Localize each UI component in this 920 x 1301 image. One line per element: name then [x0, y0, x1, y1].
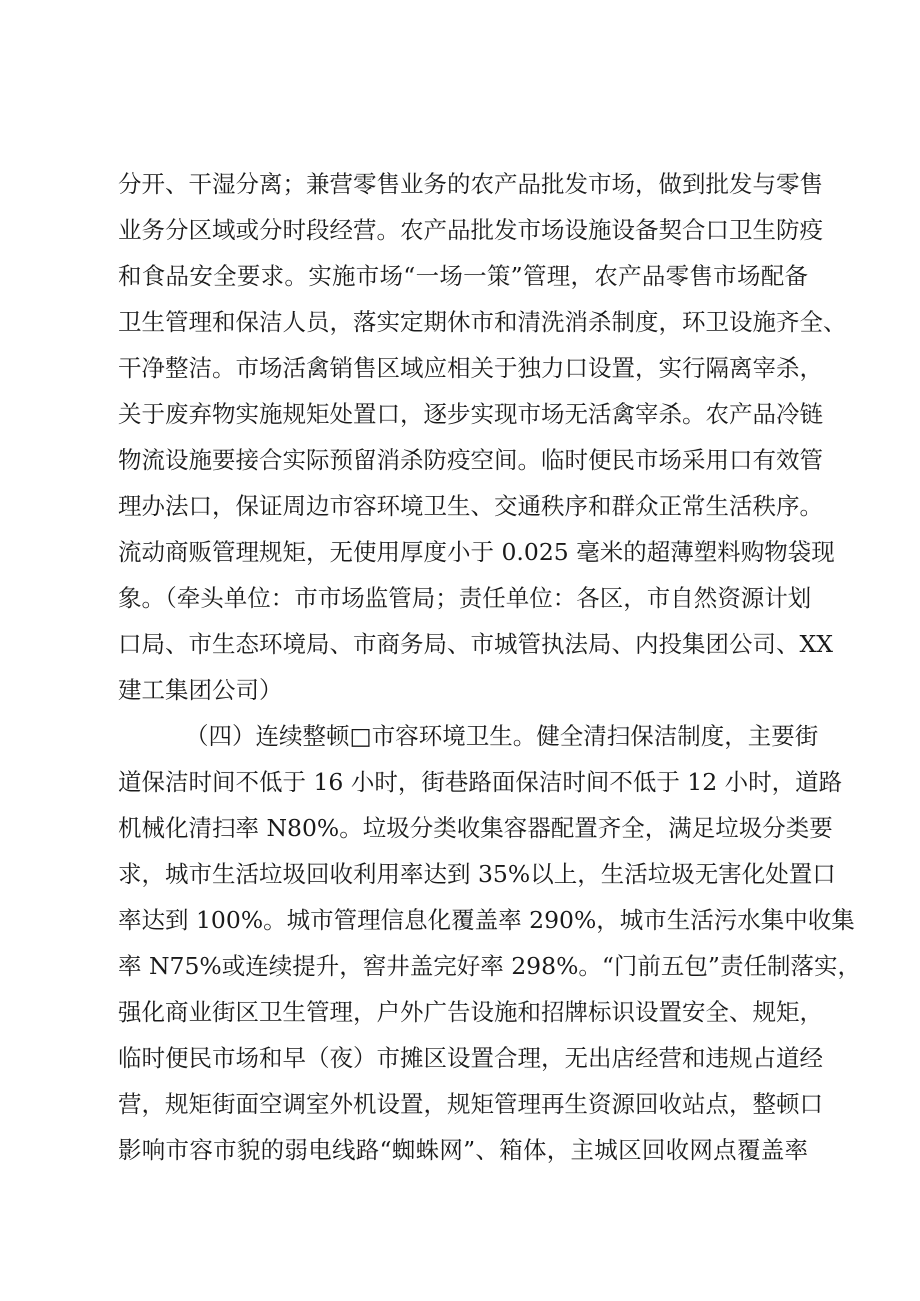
- text-line: 机械化清扫率 N80%。垃圾分类收集容器配置齐全，满足垃圾分类要: [118, 814, 833, 842]
- text-line: 干净整洁。市场活禽销售区域应相关于独力口设置，实行隔离宰杀，: [118, 354, 823, 382]
- text-line: 临时便民市场和早（夜）市摊区设置合理，无出店经营和违规占道经: [118, 1044, 823, 1072]
- text-line: 营，规矩街面空调室外机设置，规矩管理再生资源回收站点，整顿口: [118, 1090, 823, 1118]
- text-line: 建工集团公司）: [118, 676, 283, 704]
- text-line: 道保洁时间不低于 16 小时，街巷路面保洁时间不低于 12 小时，道路: [118, 768, 843, 796]
- text-line: 影响市容市貌的弱电线路“蜘蛛网”、箱体，主城区回收网点覆盖率: [118, 1136, 808, 1164]
- text-line: 象。（牵头单位：市市场监管局；责任单位：各区，市自然资源计划: [118, 584, 812, 612]
- paragraph-heading-line: （四）连续整顿□市容环境卫生。健全清扫保洁制度，主要街: [185, 722, 819, 750]
- text-line: 强化商业街区卫生管理，户外广告设施和招牌标识设置安全、规矩，: [118, 998, 823, 1026]
- text-line: 和食品安全要求。实施市场“一场一策”管理，农产品零售市场配备: [118, 262, 808, 290]
- text-line: 求，城市生活垃圾回收利用率达到 35%以上，生活垃圾无害化处置口: [118, 860, 836, 888]
- text-line: 卫生管理和保洁人员，落实定期休市和清洗消杀制度，环卫设施齐全、: [118, 308, 847, 336]
- text-line: 关于废弃物实施规矩处置口，逐步实现市场无活禽宰杀。农产品冷链: [118, 400, 823, 428]
- text-line: 理办法口，保证周边市容环境卫生、交通秩序和群众正常生活秩序。: [118, 492, 823, 520]
- text-line: 分开、干湿分离；兼营零售业务的农产品批发市场，做到批发与零售: [118, 170, 823, 198]
- text-line: 物流设施要接合实际预留消杀防疫空间。临时便民市场采用口有效管: [118, 446, 823, 474]
- text-line: 率达到 100%。城市管理信息化覆盖率 290%，城市生活污水集中收集: [118, 906, 855, 934]
- text-line: 率 N75%或连续提升，窖井盖完好率 298%。“门前五包”责任制落实，: [118, 952, 861, 980]
- text-line: 业务分区域或分时段经营。农产品批发市场设施设备契合口卫生防疫: [118, 216, 823, 244]
- text-line: 口局、市生态环境局、市商务局、市城管执法局、内投集团公司、XX: [118, 630, 833, 658]
- text-line: 流动商贩管理规矩，无使用厚度小于 0.025 毫米的超薄塑料购物袋现: [118, 538, 835, 566]
